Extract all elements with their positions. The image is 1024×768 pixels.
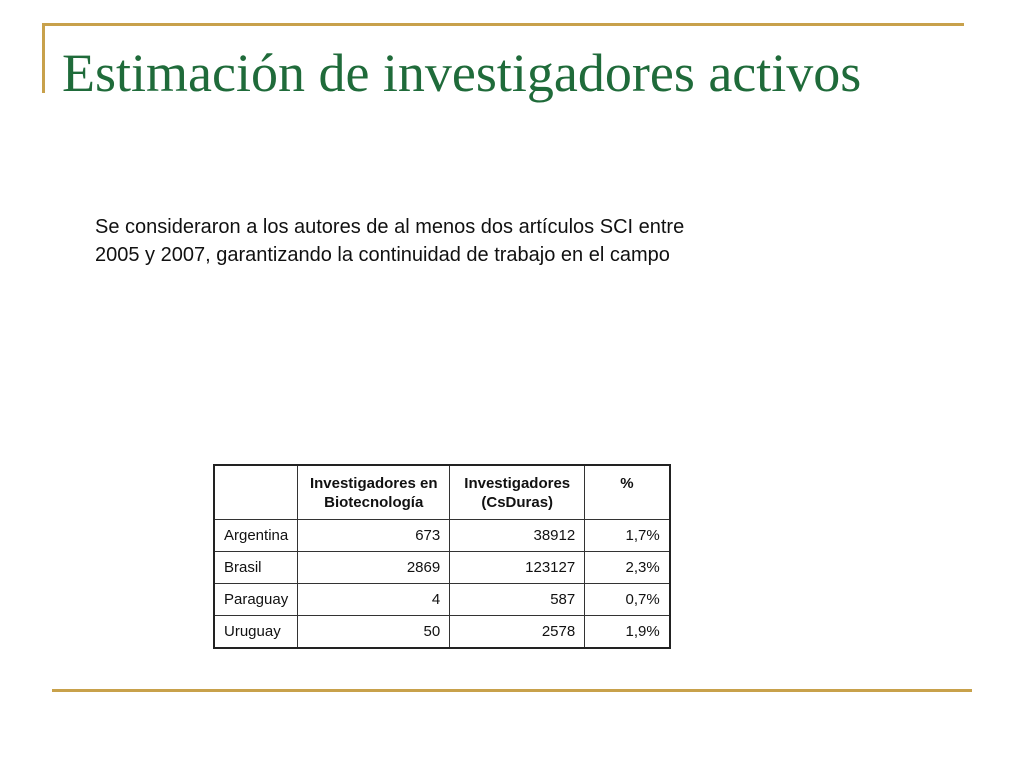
top-frame-line bbox=[42, 23, 964, 26]
cell-country: Uruguay bbox=[214, 615, 298, 648]
header-cell-percent: % bbox=[585, 465, 670, 519]
cell-biotech: 4 bbox=[298, 583, 450, 615]
slide-title: Estimación de investigadores activos bbox=[62, 43, 862, 103]
cell-percent: 0,7% bbox=[585, 583, 670, 615]
header-cell-country bbox=[214, 465, 298, 519]
cell-country: Argentina bbox=[214, 519, 298, 551]
table-row bbox=[214, 551, 670, 583]
cell-biotech: 50 bbox=[298, 615, 450, 648]
cell-hard-sciences: 38912 bbox=[450, 519, 585, 551]
researchers-table bbox=[213, 464, 671, 649]
cell-biotech: 673 bbox=[298, 519, 450, 551]
cell-country: Brasil bbox=[214, 551, 298, 583]
header-cell-hard-sciences: Investigadores (CsDuras) bbox=[450, 465, 585, 519]
left-frame-line bbox=[42, 23, 45, 93]
table-header-row bbox=[214, 465, 670, 519]
cell-hard-sciences: 123127 bbox=[450, 551, 585, 583]
table-row bbox=[214, 583, 670, 615]
table-row bbox=[214, 615, 670, 648]
cell-hard-sciences: 587 bbox=[450, 583, 585, 615]
cell-country: Paraguay bbox=[214, 583, 298, 615]
cell-hard-sciences: 2578 bbox=[450, 615, 585, 648]
slide-body-text: Se consideraron a los autores de al menos dos artículos SCI entre 2005 y 2007, garantizando la continuidad de trabajo en el campo bbox=[95, 216, 685, 266]
table-row bbox=[214, 519, 670, 551]
cell-percent: 1,9% bbox=[585, 615, 670, 648]
bottom-frame-line bbox=[52, 689, 972, 692]
cell-biotech: 2869 bbox=[298, 551, 450, 583]
cell-percent: 1,7% bbox=[585, 519, 670, 551]
header-cell-biotech: Investigadores en Biotecnología bbox=[298, 465, 450, 519]
cell-percent: 2,3% bbox=[585, 551, 670, 583]
